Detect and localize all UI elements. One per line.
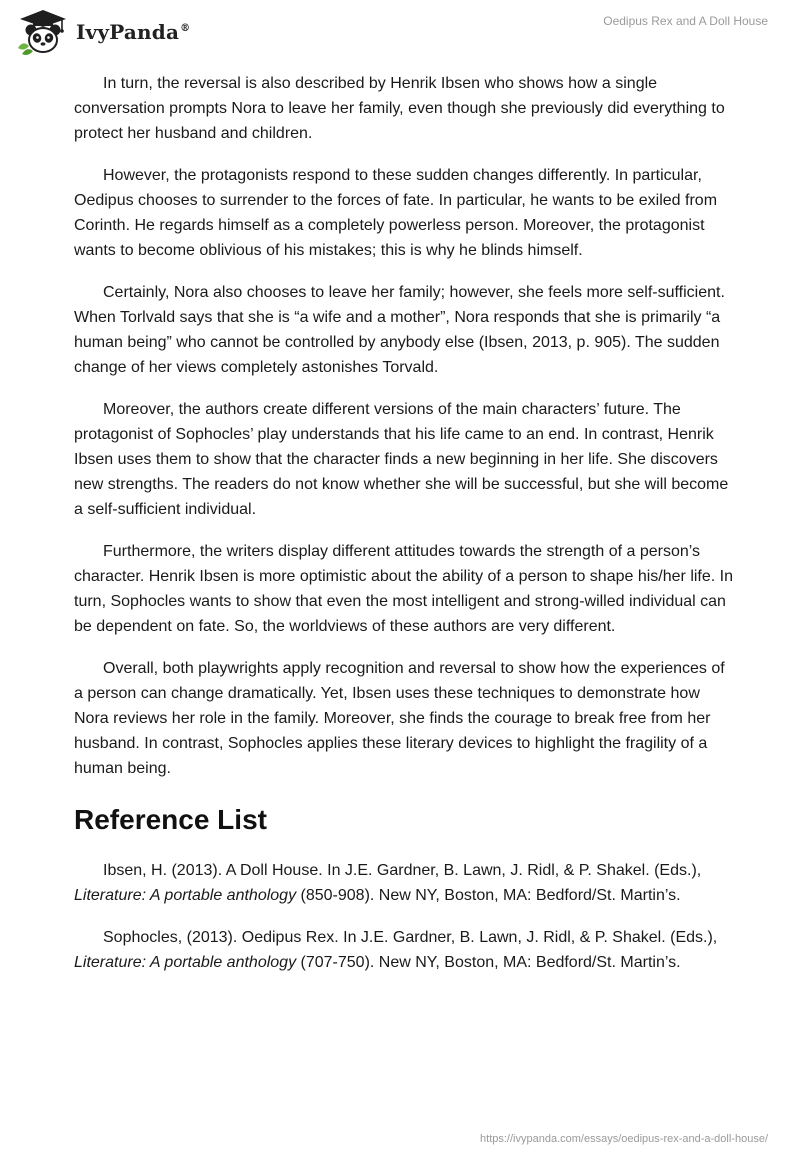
essay-body bbox=[74, 71, 734, 992]
reference-text: Sophocles, (2013). Oedipus Rex. In J.E. Gardner, B. Lawn, J. Ridl, & P. Shakel. (Eds.), bbox=[103, 929, 718, 946]
registered-mark: ® bbox=[180, 23, 191, 35]
reference-title: Literature: A portable anthology bbox=[74, 954, 297, 971]
brand-name: IvyPanda bbox=[76, 20, 180, 44]
running-title: Oedipus Rex and A Doll House bbox=[603, 14, 768, 28]
reference-title: Literature: A portable anthology bbox=[74, 887, 297, 904]
body-paragraph: In turn, the reversal is also described by Henrik Ibsen who shows how a single conversation prompts Nora to leave her family, even though she previously did everything to protect her husband and children. bbox=[74, 75, 725, 142]
body-paragraph: Moreover, the authors create different versions of the main characters’ future. The protagonist of Sophocles’ play understands that his life came to an end. In contrast, Henrik Ibsen uses them to show that the character finds a new beginning in her life. She discovers new strengths. The readers do not know whether she will be successful, but she will become a self-sufficient individual. bbox=[74, 401, 729, 518]
ivypanda-logo[interactable] bbox=[14, 8, 190, 56]
reference-entry bbox=[74, 858, 734, 908]
body-paragraph: Overall, both playwrights apply recognition and reversal to show how the experiences of a person can change dramatically. Yet, Ibsen uses these techniques to demonstrate how Nora reviews her role in the family. Moreover, she finds the courage to break free from her husband. In contrast, Sophocles applies these literary devices to highlight the fragility of a human being. bbox=[74, 660, 725, 777]
source-url[interactable]: https://ivypanda.com/essays/oedipus-rex-and-a-doll-house/ bbox=[480, 1133, 768, 1145]
body-paragraph: However, the protagonists respond to these sudden changes differently. In particular, Oedipus chooses to surrender to the forces of fate. In particular, he wants to be exiled from Corinth. He regards himself as a completely powerless person. Moreover, the protagonist wants to become oblivious of his mistakes; this is why he blinds himself. bbox=[74, 167, 718, 259]
reference-entry bbox=[74, 925, 734, 975]
page-header bbox=[0, 0, 800, 60]
panda-graduate-icon bbox=[14, 8, 72, 56]
reference-text: (707-750). New NY, Boston, MA: Bedford/St. Martin’s. bbox=[296, 954, 681, 971]
reference-text: Ibsen, H. (2013). A Doll House. In J.E. Gardner, B. Lawn, J. Ridl, & P. Shakel. (Eds.), bbox=[103, 862, 702, 879]
reference-list-heading: Reference List bbox=[74, 804, 267, 835]
reference-text: (850-908). New NY, Boston, MA: Bedford/St. Martin’s. bbox=[296, 887, 681, 904]
body-paragraph: Certainly, Nora also chooses to leave her family; however, she feels more self-sufficient. When Torlvald says that she is “a wife and a mother”, Nora responds that she is primarily “a human being” who cannot be controlled by anybody else (Ibsen, 2013, p. 905). The sudden change of her views completely astonishes Torvald. bbox=[74, 284, 725, 376]
body-paragraph: Furthermore, the writers display different attitudes towards the strength of a person’s character. Henrik Ibsen is more optimistic about the ability of a person to shape his/her life. In turn, Sophocles wants to show that even the most intelligent and strong-willed individual can be dependent on fate. So, the worldviews of these authors are very different. bbox=[74, 543, 733, 635]
